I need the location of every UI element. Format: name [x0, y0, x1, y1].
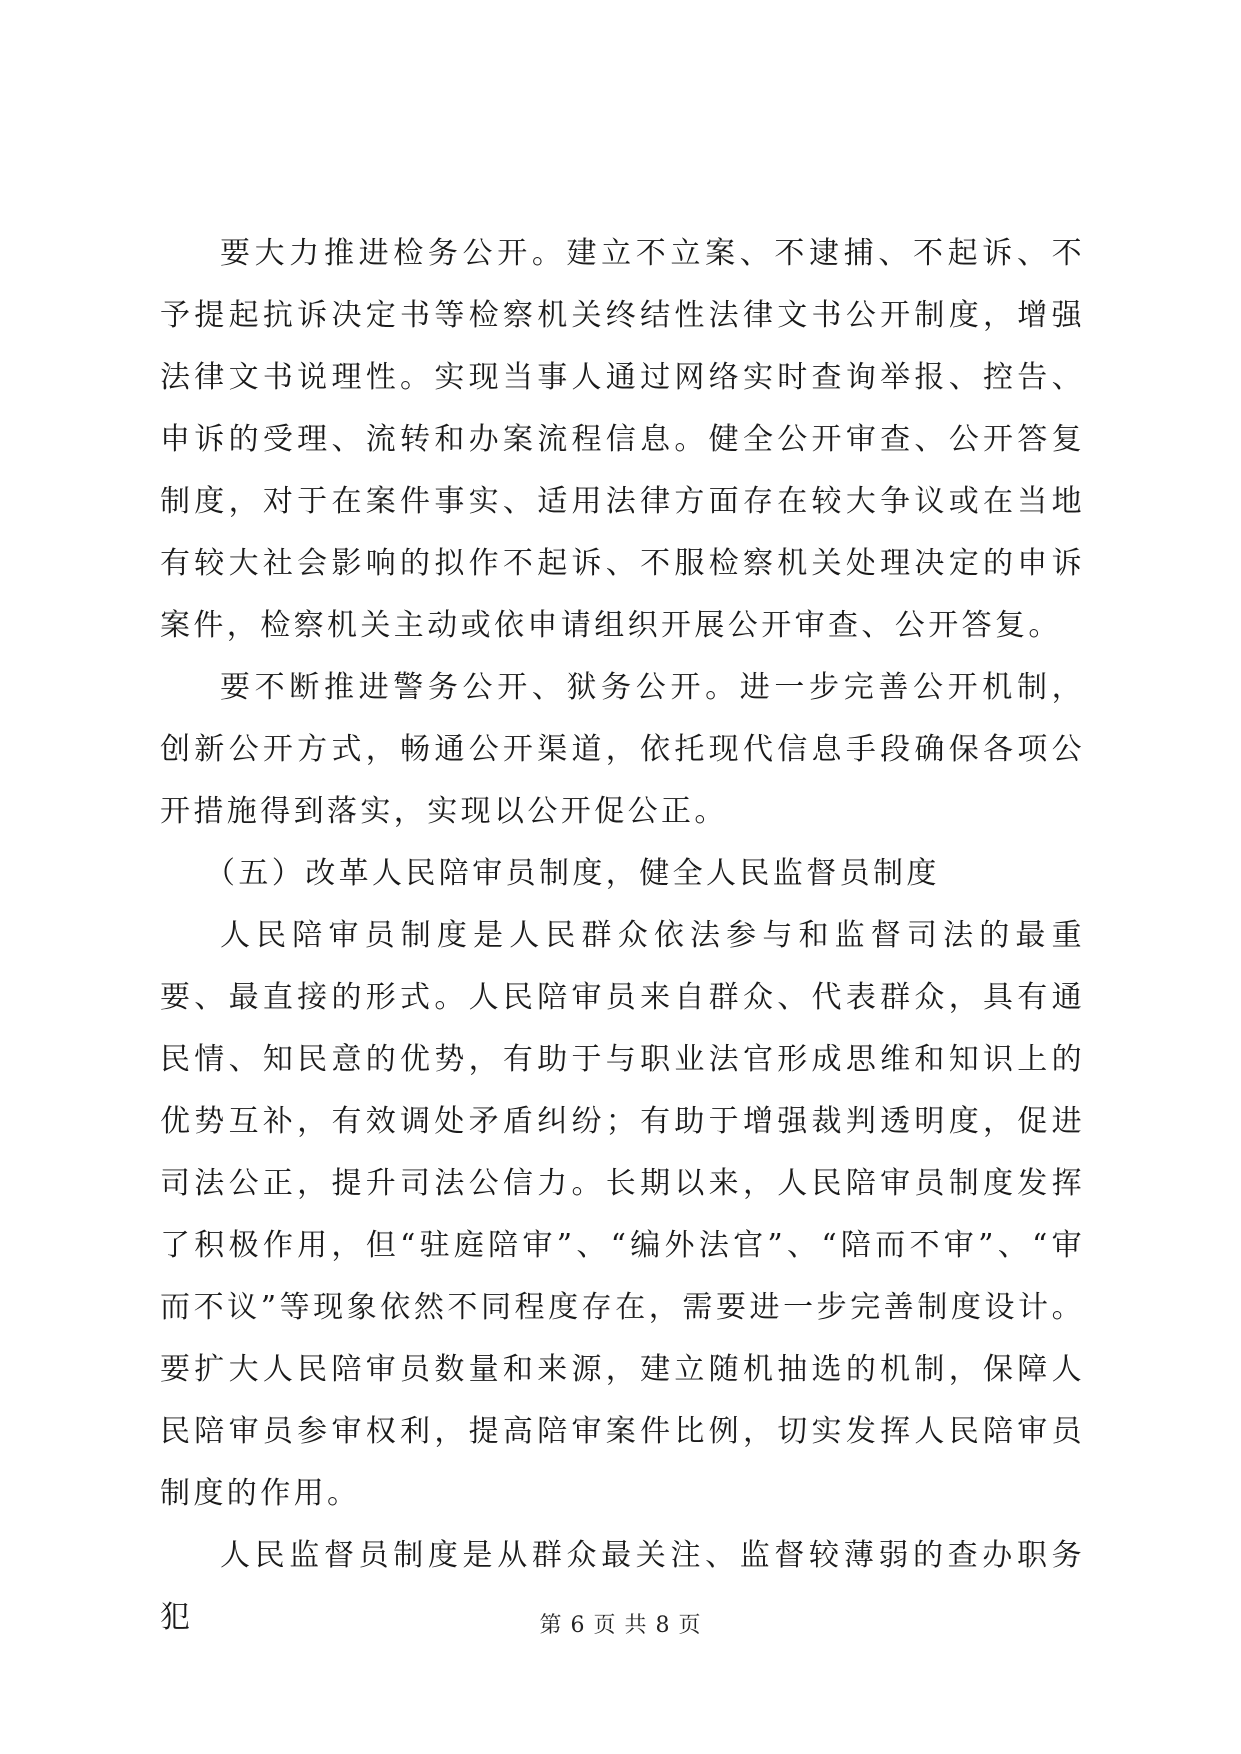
- page-number-footer: 第 6 页 共 8 页: [539, 1613, 702, 1638]
- paragraph-people-assessor-system: 人民陪审员制度是人民群众依法参与和监督司法的最重要、最直接的形式。人民陪审员来自群众、代表群众，具有通民情、知民意的优势，有助于与职业法官形成思维和知识上的优势互补，有效调处矛盾纠纷；有助于增强裁判透明度，促进司法公正，提升司法公信力。长期以来，人民陪审员制度发挥了积极作用，但“驻庭陪审”、“编外法官”、“陪而不审”、“审而不议”等现象依然不同程度存在，需要进一步完善制度设计。要扩大人民陪审员数量和来源，建立随机抽选的机制，保障人民陪审员参审权利，提高陪审案件比例，切实发挥人民陪审员制度的作用。: [160, 918, 1085, 1511]
- document-body: [160, 223, 1085, 1649]
- section-heading: （五）改革人民陪审员制度，健全人民监督员制度: [205, 856, 940, 891]
- paragraph-people-supervisor-system: 人民监督员制度是从群众最关注、监督较薄弱的查办职务犯: [160, 1538, 1085, 1635]
- paragraph-police-prison-openness: 要不断推进警务公开、狱务公开。进一步完善公开机制，创新公开方式，畅通公开渠道，依托现代信息手段确保各项公开措施得到落实，实现以公开促公正。: [160, 670, 1085, 829]
- paragraph-procuratorial-openness: 要大力推进检务公开。建立不立案、不逮捕、不起诉、不予提起抗诉决定书等检察机关终结性法律文书公开制度，增强法律文书说理性。实现当事人通过网络实时查询举报、控告、申诉的受理、流转和办案流程信息。健全公开审查、公开答复制度，对于在案件事实、适用法律方面存在较大争议或在当地有较大社会影响的拟作不起诉、不服检察机关处理决定的申诉案件，检察机关主动或依申请组织开展公开审查、公开答复。: [160, 236, 1085, 643]
